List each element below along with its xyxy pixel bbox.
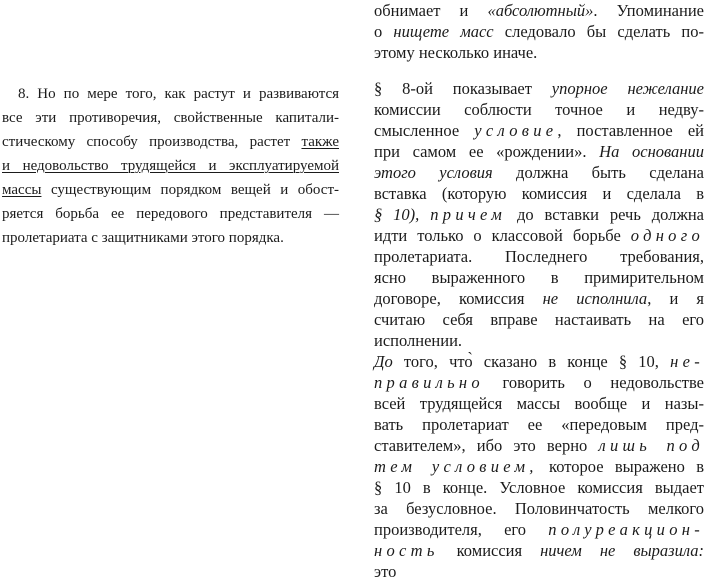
text-segment: правильно bbox=[374, 373, 484, 392]
text-segment: полуреакцион- bbox=[548, 520, 704, 539]
text-segment: договоре, комиссия bbox=[374, 289, 543, 308]
text-line bbox=[374, 225, 704, 246]
text-segment: исполнении. bbox=[374, 331, 463, 350]
text-line bbox=[374, 561, 704, 582]
text-segment: идти только о классовой борьбе bbox=[374, 226, 631, 245]
text-segment: которое выражено в bbox=[537, 457, 705, 476]
text-line bbox=[374, 456, 704, 477]
text-segment: 8. Но по мере того, как растут и развиваются bbox=[18, 86, 339, 102]
text-line bbox=[374, 120, 704, 141]
paragraph bbox=[374, 351, 704, 582]
text-line bbox=[374, 435, 704, 456]
text-segment: «абсолютный» bbox=[487, 1, 594, 20]
text-segment: комиссии соблюсти точное и недву- bbox=[374, 100, 704, 119]
text-segment: причем bbox=[430, 205, 507, 224]
text-segment: до вставки речь должна bbox=[506, 205, 704, 224]
text-segment: ничем не выразила: bbox=[540, 541, 704, 560]
text-segment: . Упоминание bbox=[593, 1, 704, 20]
text-segment: вать пролетариат ее «передовым пред- bbox=[374, 415, 704, 434]
text-line bbox=[374, 351, 704, 372]
text-segment: § 10 в конце. Условное комиссия выдает bbox=[374, 478, 704, 497]
text-line bbox=[374, 393, 704, 414]
text-segment: одного bbox=[630, 226, 704, 245]
text-segment: , и я bbox=[647, 289, 704, 308]
text-line bbox=[2, 106, 339, 130]
text-segment: комиссия bbox=[438, 541, 541, 560]
text-line bbox=[374, 519, 704, 540]
text-segment: смысленное bbox=[374, 121, 475, 140]
text-segment: вставка (которую комиссия и сделала в bbox=[374, 184, 704, 203]
text-line bbox=[374, 498, 704, 519]
paragraph bbox=[374, 0, 704, 63]
text-segment: все эти противоречия, свойственные капитали- bbox=[2, 110, 339, 126]
text-segment: это bbox=[374, 562, 397, 581]
text-segment: должна быть сделана bbox=[492, 163, 704, 182]
text-segment: всей трудящейся массы вообще и назы- bbox=[374, 394, 704, 413]
text-line bbox=[374, 21, 704, 42]
text-segment: говорить о недовольстве bbox=[483, 373, 704, 392]
text-line bbox=[374, 0, 704, 21]
text-segment: § 8-ой показывает bbox=[374, 79, 552, 98]
text-line bbox=[2, 154, 339, 178]
text-line bbox=[374, 141, 704, 162]
text-segment: не- bbox=[670, 352, 704, 371]
text-segment: До bbox=[374, 352, 393, 371]
text-segment: пролетариата с защитниками этого порядка. bbox=[2, 230, 284, 246]
text-segment: условие bbox=[474, 121, 558, 140]
text-segment: считаю себя вправе настаивать на его bbox=[374, 310, 704, 329]
text-line bbox=[374, 372, 704, 393]
text-segment: массы bbox=[2, 182, 42, 198]
text-segment: производителя, его bbox=[374, 520, 549, 539]
text-line bbox=[2, 178, 339, 202]
text-line bbox=[374, 267, 704, 288]
text-line bbox=[374, 330, 704, 351]
text-segment: также bbox=[301, 134, 339, 150]
text-line bbox=[374, 288, 704, 309]
text-line bbox=[374, 414, 704, 435]
text-line bbox=[2, 130, 339, 154]
text-segment: пролетариата. Последнего требования, bbox=[374, 247, 704, 266]
text-line bbox=[374, 78, 704, 99]
text-line bbox=[374, 42, 704, 63]
text-line bbox=[2, 82, 339, 106]
text-segment: и недовольство трудящейся и эксплуатируемой bbox=[2, 158, 339, 174]
text-line bbox=[374, 540, 704, 561]
text-line bbox=[374, 246, 704, 267]
left-column bbox=[2, 82, 339, 250]
text-segment: ряется борьба ее передового представителя — bbox=[2, 206, 339, 222]
text-segment: , поставленное ей bbox=[557, 121, 704, 140]
text-segment: не исполнила bbox=[542, 289, 648, 308]
text-segment: стическому способу производства, растет bbox=[2, 134, 302, 150]
text-segment: тем условием, bbox=[374, 457, 538, 476]
text-line bbox=[374, 99, 704, 120]
text-segment: упорное нежелание bbox=[551, 79, 704, 98]
text-segment: лишь под bbox=[598, 436, 704, 455]
text-segment: этому несколько иначе. bbox=[374, 43, 538, 62]
paragraph bbox=[2, 82, 339, 250]
text-segment: нищете масс bbox=[393, 22, 494, 41]
text-line bbox=[374, 183, 704, 204]
text-segment: обнимает и bbox=[374, 1, 488, 20]
text-line bbox=[2, 226, 339, 250]
text-line bbox=[374, 204, 704, 225]
text-segment: ясно выраженного в примирительном bbox=[374, 268, 704, 287]
text-segment: того, что̀ сказано в конце § 10, bbox=[392, 352, 671, 371]
text-segment: ставителем», ибо это верно bbox=[374, 436, 599, 455]
text-segment: этого условия bbox=[374, 163, 493, 182]
text-line bbox=[2, 202, 339, 226]
text-line bbox=[374, 477, 704, 498]
right-column bbox=[374, 0, 704, 582]
text-segment: существующим порядком вещей и обост- bbox=[41, 182, 339, 198]
text-segment: при самом ее «рождении». bbox=[374, 142, 600, 161]
text-segment: за безусловное. Половинчатость мелкого bbox=[374, 499, 704, 518]
text-segment: § 10), bbox=[374, 205, 431, 224]
text-segment: На основании bbox=[599, 142, 704, 161]
text-segment: следовало бы сделать по- bbox=[493, 22, 704, 41]
text-line bbox=[374, 162, 704, 183]
text-segment: о bbox=[374, 22, 394, 41]
text-line bbox=[374, 309, 704, 330]
paragraph bbox=[374, 78, 704, 351]
text-segment: ность bbox=[374, 541, 439, 560]
